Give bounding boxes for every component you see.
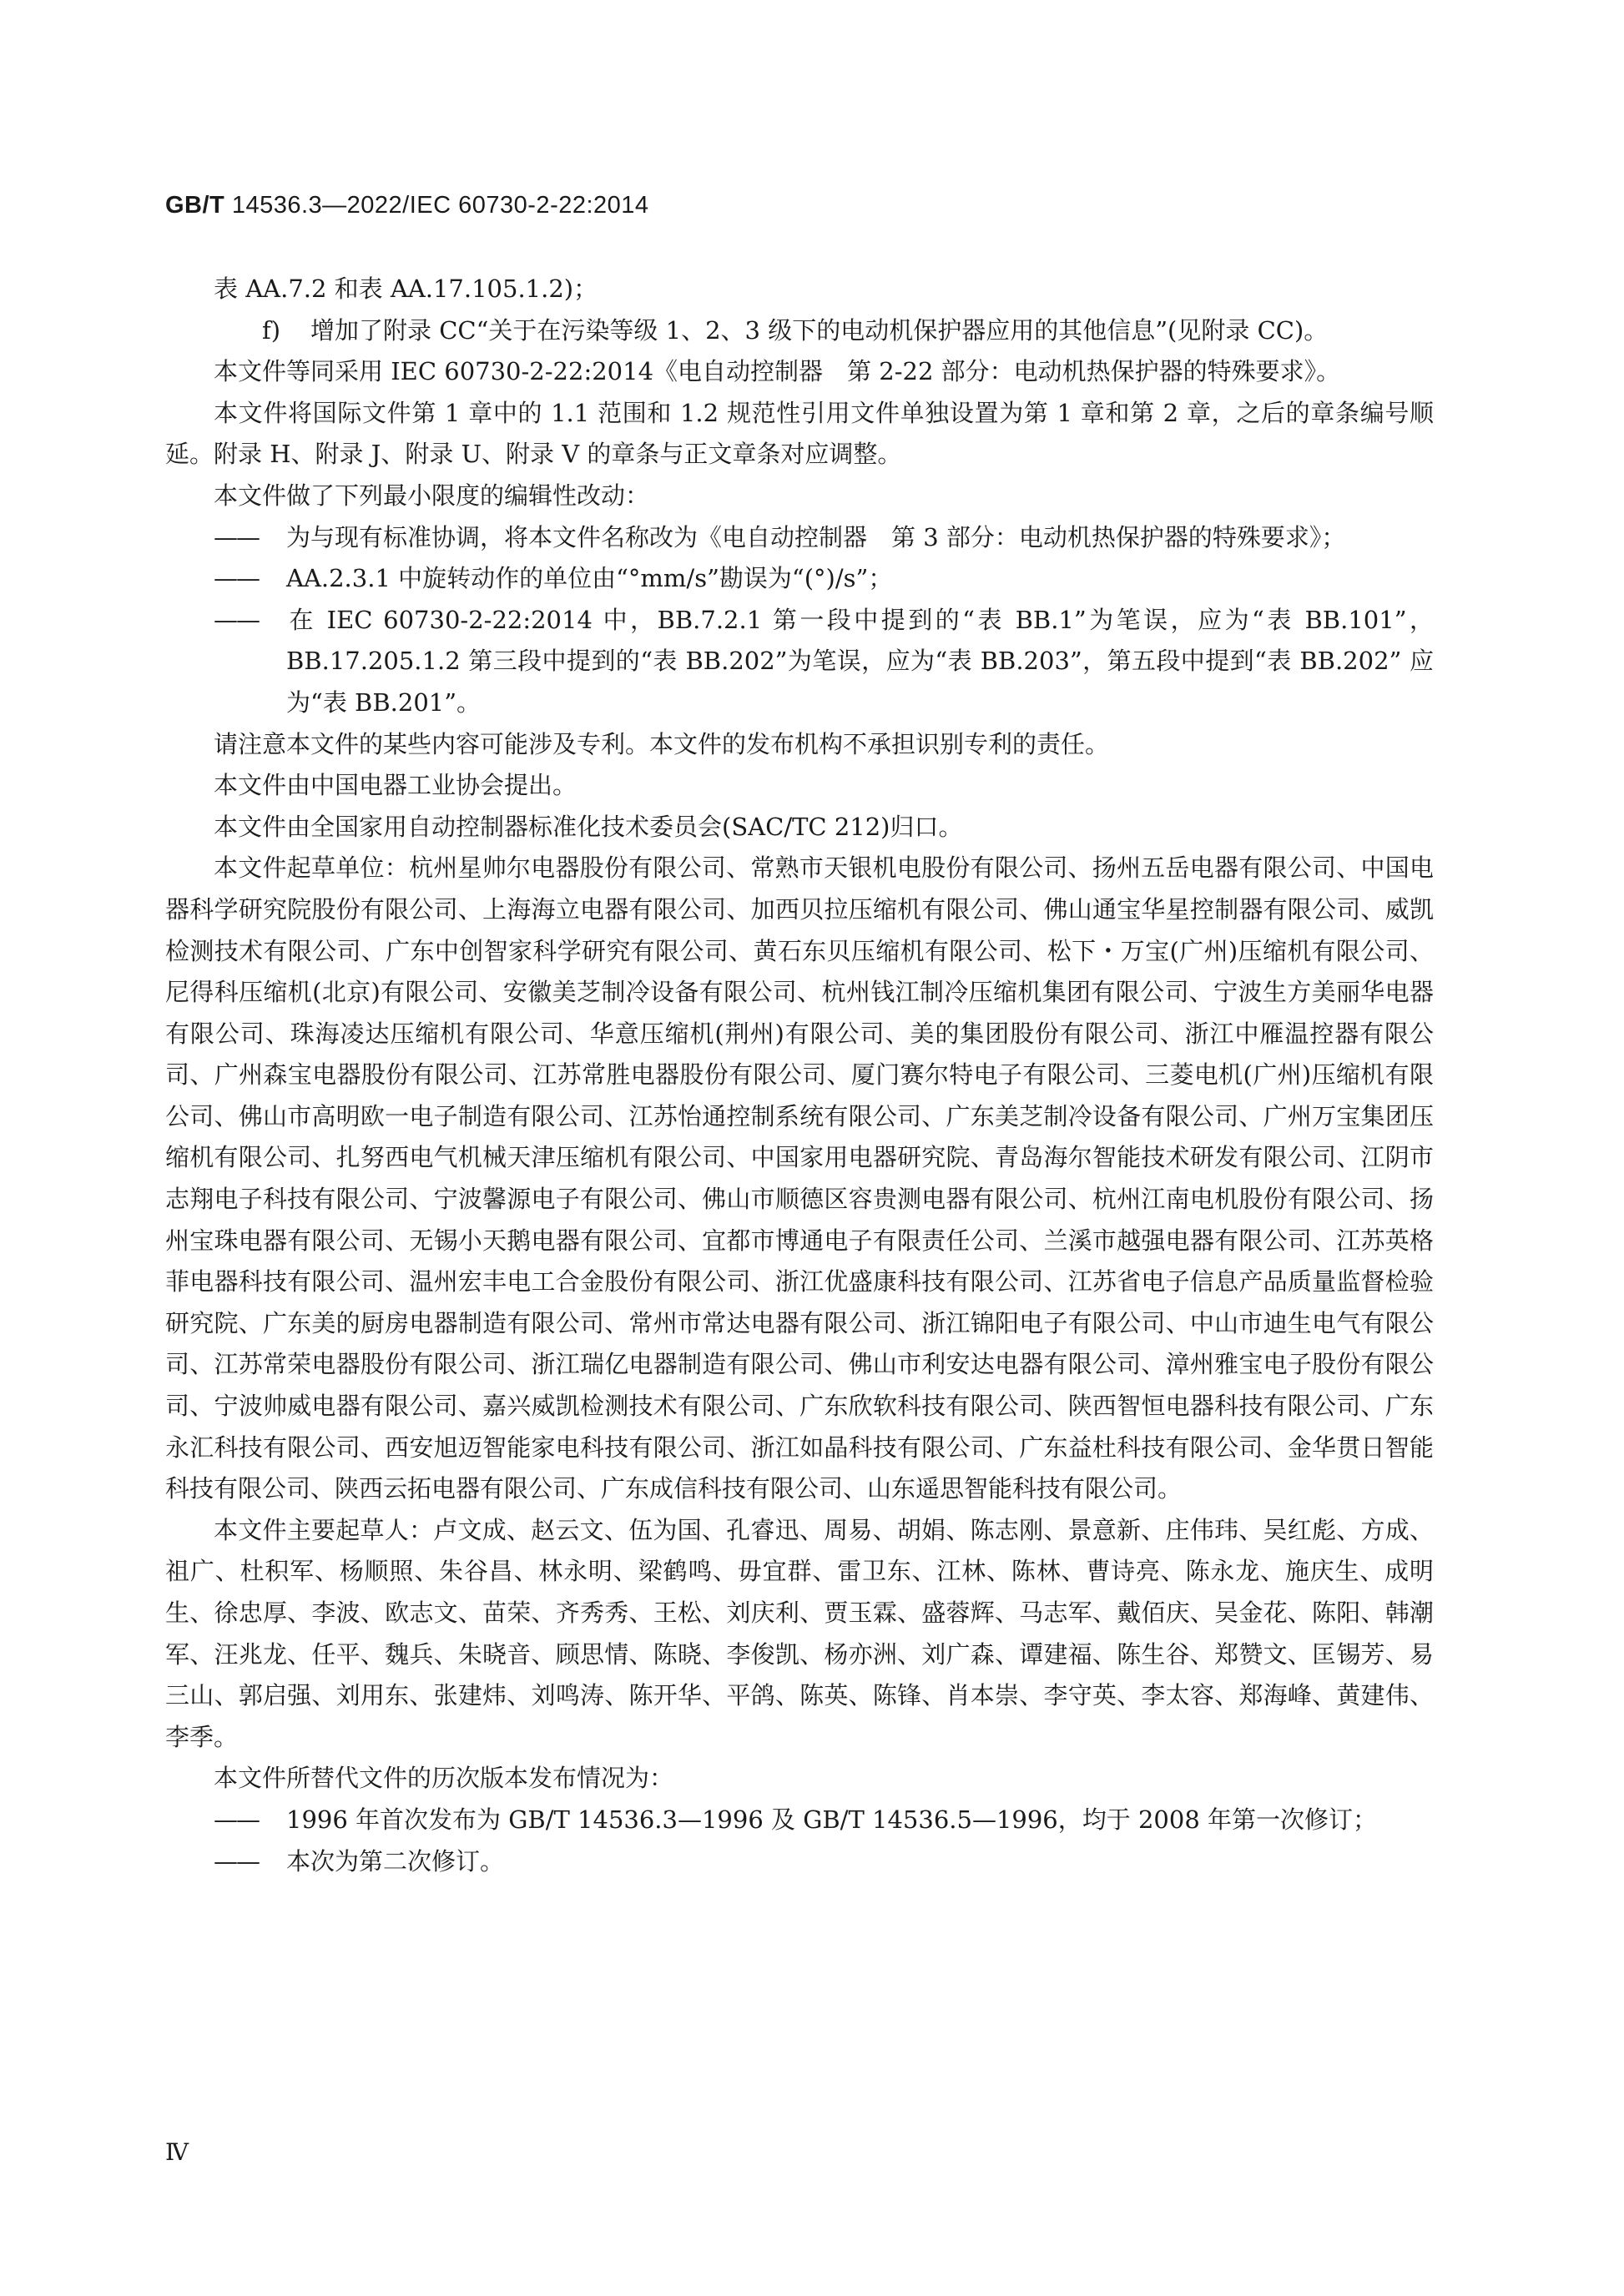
- document-body: [165, 269, 1434, 1882]
- dash-mark: ——: [214, 1805, 259, 1834]
- standard-code: GB/T: [165, 192, 225, 219]
- dash-item: [165, 1800, 1434, 1841]
- standard-number: 14536.3—2022/IEC 60730-2-22:2014: [224, 192, 649, 219]
- continued-paragraph: 表 AA.7.2 和表 AA.17.105.1.2)；: [214, 274, 598, 303]
- dash-item: [165, 558, 1434, 600]
- page-number: Ⅳ: [165, 2138, 189, 2166]
- paragraph-adoption: 本文件等同采用 IEC 60730-2-22:2014《电自动控制器 第 2-22 部分：电动机热保护器的特殊要求》。: [214, 357, 1341, 386]
- paragraph-structure: 本文件将国际文件第 1 章中的 1.1 范围和 1.2 规范性引用文件单独设置为第 1 章和第 2 章，之后的章条编号顺延。附录 H、附录 J、附录 U、附录 V 的章条与正文章条对应调整。: [165, 398, 1434, 469]
- paragraph-proposer: 本文件由中国电器工业协会提出。: [214, 771, 577, 800]
- dash-item-text: 在 IEC 60730-2-22:2014 中，BB.7.2.1 第一段中提到的“表 BB.1”为笔误，应为“表 BB.101”，BB.17.205.1.2 第三段中提到的“表 BB.202”为笔误，应为“表 BB.203”，第五段中提到“表 BB.202” 应为“表 BB.201”。: [286, 605, 1434, 717]
- list-item-f: [165, 310, 1434, 352]
- dash-item: [165, 1841, 1434, 1883]
- dash-mark: ——: [214, 605, 259, 634]
- dash-item-text: 1996 年首次发布为 GB/T 14536.3—1996 及 GB/T 14536.5—1996，均于 2008 年第一次修订；: [286, 1805, 1377, 1834]
- dash-mark: ——: [214, 522, 259, 551]
- dash-mark: ——: [214, 1846, 259, 1876]
- paragraph-editorial-intro: 本文件做了下列最小限度的编辑性改动：: [214, 481, 650, 510]
- list-item-text: 增加了附录 CC“关于在污染等级 1、2、3 级下的电动机保护器应用的其他信息”(见附录 CC)。: [310, 315, 1329, 345]
- paragraph-history-intro: 本文件所替代文件的历次版本发布情况为：: [214, 1764, 674, 1793]
- dash-item: [165, 517, 1434, 559]
- dash-item-text: 本次为第二次修订。: [286, 1846, 505, 1876]
- dash-item-text: 为与现有标准协调，将本文件名称改为《电自动控制器 第 3 部分：电动机热保护器的特殊要求》；: [286, 522, 1346, 551]
- list-item-label: f): [262, 315, 281, 345]
- paragraph-patent: 请注意本文件的某些内容可能涉及专利。本文件的发布机构不承担识别专利的责任。: [214, 729, 1110, 758]
- paragraph-drafters: 本文件主要起草人：卢文成、赵云文、伍为国、孔睿迅、周易、胡娟、陈志刚、景意新、庄伟玮、吴红彪、方成、祖广、杜积军、杨顺照、朱谷昌、林永明、梁鹤鸣、毋宜群、雷卫东、江林、陈林、曹诗亮、陈永龙、施庆生、成明生、徐忠厚、李波、欧志文、苗荣、齐秀秀、王松、刘庆利、贾玉霖、盛蓉辉、马志军、戴佰庆、吴金花、陈阳、韩潮军、汪兆龙、任平、魏兵、朱晓音、顾思情、陈晓、李俊凯、杨亦洲、刘广森、谭建福、陈生谷、郑赞文、匡锡芳、易三山、郭启强、刘用东、张建炜、刘鸣涛、陈开华、平鸽、陈英、陈锋、肖本崇、李守英、李太容、郑海峰、黄建伟、李季。: [165, 1515, 1434, 1751]
- dash-mark: ——: [214, 564, 259, 593]
- paragraph-drafting-units: 本文件起草单位：杭州星帅尔电器股份有限公司、常熟市天银机电股份有限公司、扬州五岳电器有限公司、中国电器科学研究院股份有限公司、上海海立电器有限公司、加西贝拉压缩机有限公司、佛山通宝华星控制器有限公司、威凯检测技术有限公司、广东中创智家科学研究有限公司、黄石东贝压缩机有限公司、松下・万宝(广州)压缩机有限公司、尼得科压缩机(北京)有限公司、安徽美芝制冷设备有限公司、杭州钱江制冷压缩机集团有限公司、宁波生方美丽华电器有限公司、珠海凌达压缩机有限公司、华意压缩机(荆州)有限公司、美的集团股份有限公司、浙江中雁温控器有限公司、广州森宝电器股份有限公司、江苏常胜电器股份有限公司、厦门赛尔特电子有限公司、三菱电机(广州)压缩机有限公司、佛山市高明欧一电子制造有限公司、江苏怡通控制系统有限公司、广东美芝制冷设备有限公司、广州万宝集团压缩机有限公司、扎努西电气机械天津压缩机有限公司、中国家用电器研究院、青岛海尔智能技术研发有限公司、江阴市志翔电子科技有限公司、宁波馨源电子有限公司、佛山市顺德区容贵测电器有限公司、杭州江南电机股份有限公司、扬州宝珠电器有限公司、无锡小天鹅电器有限公司、宜都市博通电子有限责任公司、兰溪市越强电器有限公司、江苏英格菲电器科技有限公司、温州宏丰电工合金股份有限公司、浙江优盛康科技有限公司、江苏省电子信息产品质量监督检验研究院、广东美的厨房电器制造有限公司、常州市常达电器有限公司、浙江锦阳电子有限公司、中山市迪生电气有限公司、江苏常荣电器股份有限公司、浙江瑞亿电器制造有限公司、佛山市利安达电器有限公司、漳州雅宝电子股份有限公司、宁波帅威电器有限公司、嘉兴威凯检测技术有限公司、广东欣软科技有限公司、陕西智恒电器科技有限公司、广东永汇科技有限公司、西安旭迈智能家电科技有限公司、浙江如晶科技有限公司、广东益杜科技有限公司、金华贯日智能科技有限公司、陕西云拓电器有限公司、广东成信科技有限公司、山东遥思智能科技有限公司。: [165, 853, 1434, 1503]
- paragraph-committee: 本文件由全国家用自动控制器标准化技术委员会(SAC/TC 212)归口。: [214, 812, 963, 841]
- dash-item: [165, 600, 1434, 724]
- dash-item-text: AA.2.3.1 中旋转动作的单位由“°mm/s”勘误为“(°)/s”；: [286, 564, 893, 593]
- document-header: [165, 192, 649, 219]
